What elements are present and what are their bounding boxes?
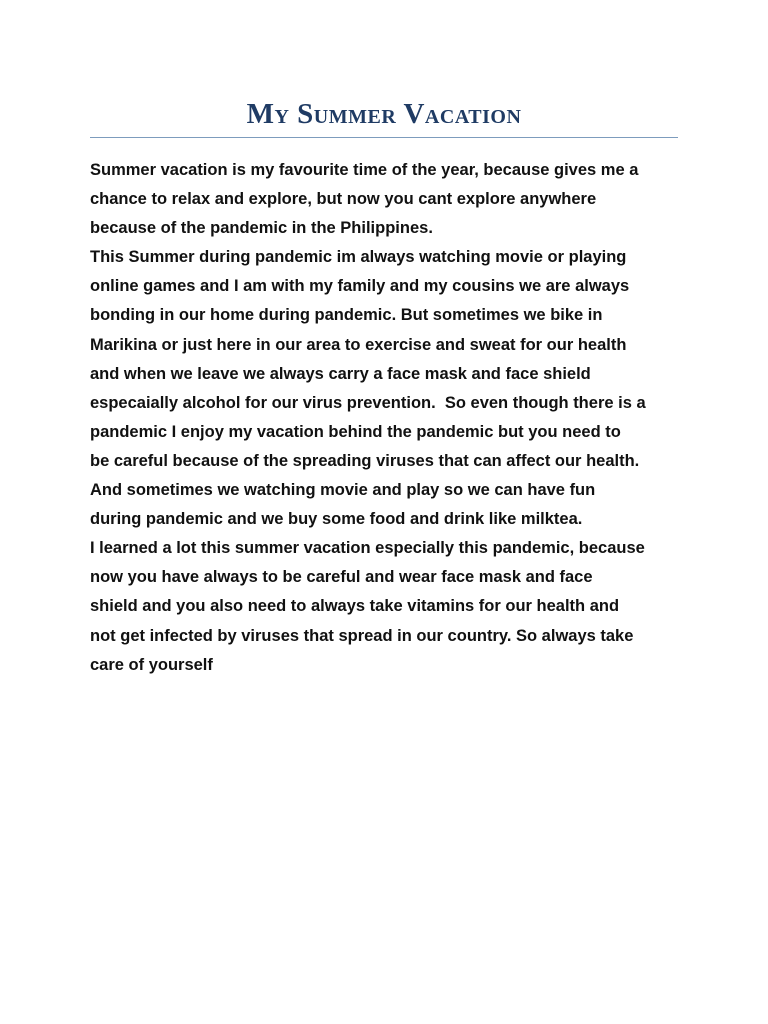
essay-line: now you have always to be careful and wear face mask and face [90,568,593,587]
essay-line: not get infected by viruses that spread in our country. So always take [90,626,634,645]
essay-line: I learned a lot this summer vacation especially this pandemic, because [90,539,645,558]
essay-line: And sometimes we watching movie and play so we can have fun [90,481,596,500]
essay-line: This Summer during pandemic im always watching movie or playing [90,248,627,267]
essay-line: Marikina or just here in our area to exercise and sweat for our health [90,335,627,354]
document-title: My Summer Vacation [246,98,522,130]
essay-line: care of yourself [90,655,213,674]
essay-line: chance to relax and explore, but now you cant explore anywhere [90,190,597,209]
essay-body [90,156,690,680]
essay-line: especaially alcohol for our virus prevention. So even though there is a [90,393,646,412]
title-underline-divider [90,137,678,138]
essay-line: online games and I am with my family and my cousins we are always [90,277,630,296]
essay-line: and when we leave we always carry a face mask and face shield [90,364,591,383]
essay-line: during pandemic and we buy some food and drink like milktea. [90,510,583,529]
essay-line: pandemic I enjoy my vacation behind the pandemic but you need to [90,422,621,441]
essay-line: Summer vacation is my favourite time of the year, because gives me a [90,161,639,179]
essay-line: shield and you also need to always take vitamins for our health and [90,597,620,616]
essay-line: because of the pandemic in the Philippines. [90,219,433,238]
essay-line: be careful because of the spreading viruses that can affect our health. [90,451,640,470]
essay-line: bonding in our home during pandemic. But sometimes we bike in [90,306,603,325]
